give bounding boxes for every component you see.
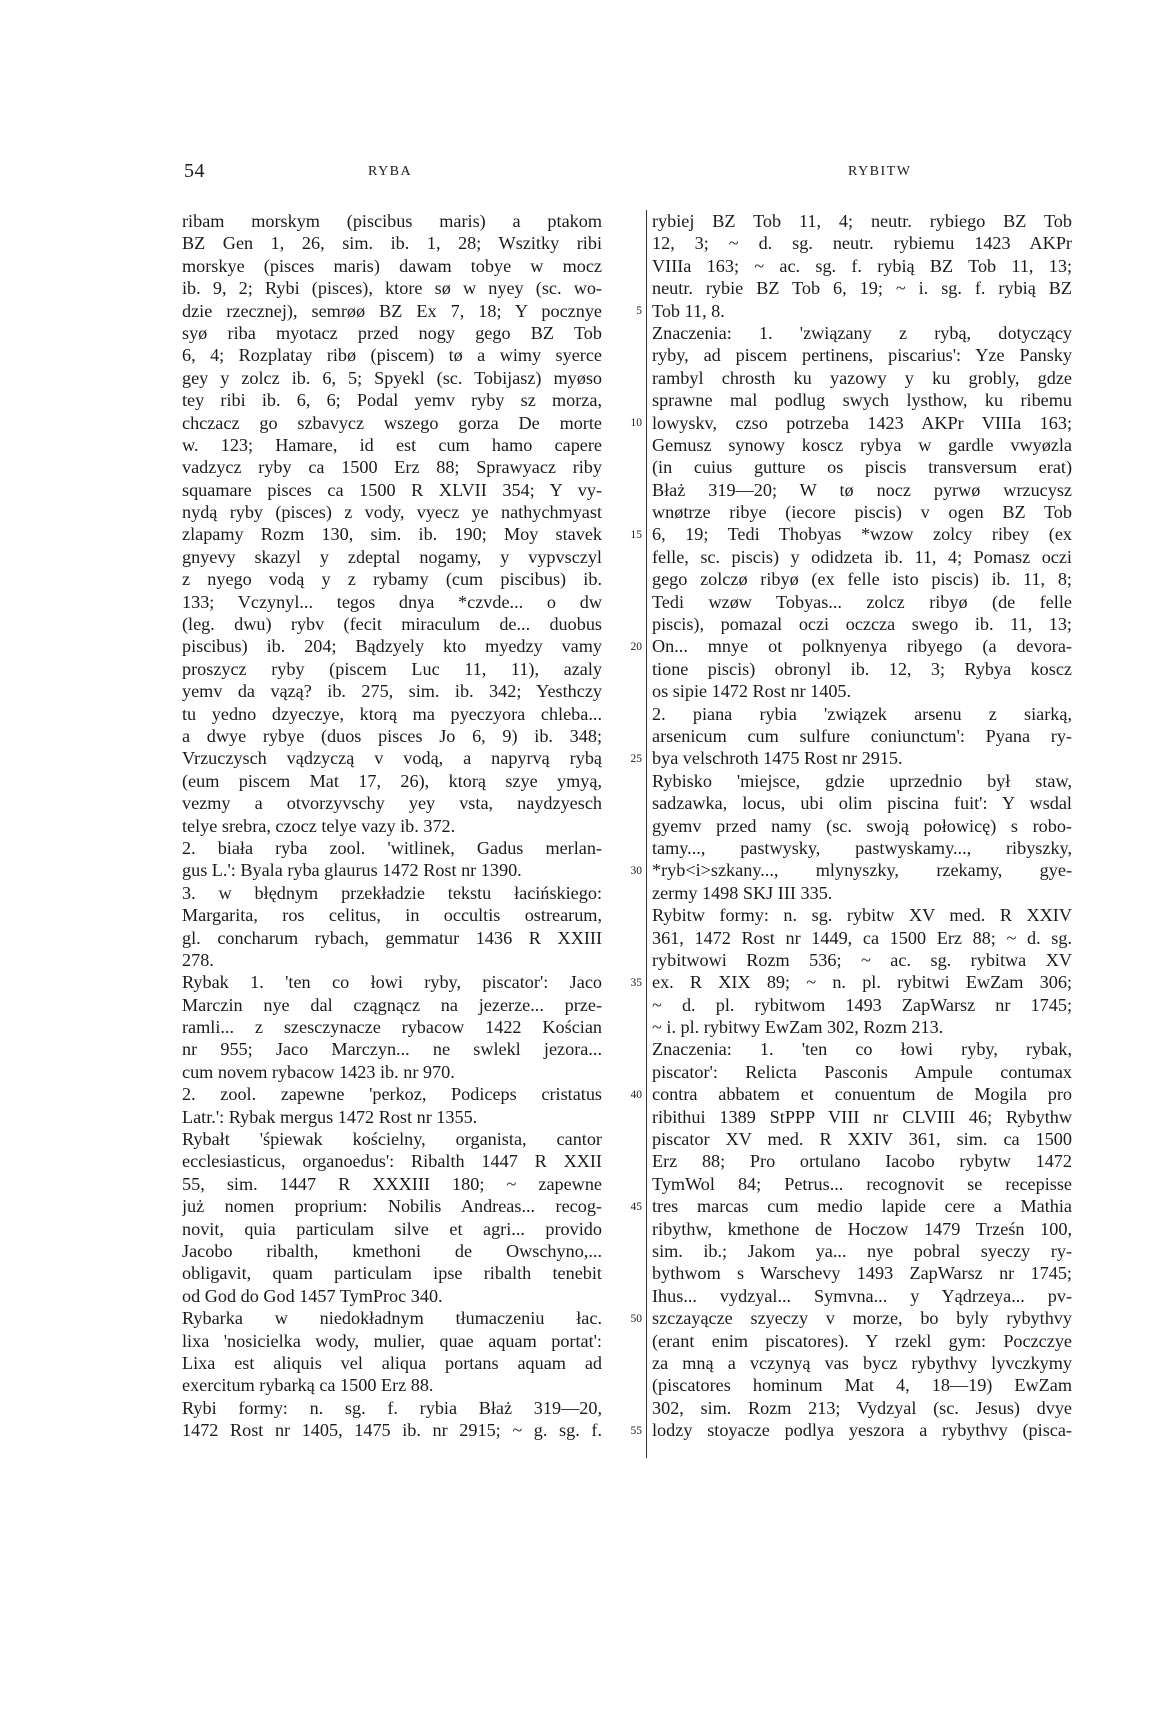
text-line: 133; Vczynyl... tegos dnya *czvde... o dw (182, 591, 602, 612)
text-line: 278. (182, 949, 214, 970)
line-number: 30 (630, 864, 642, 877)
line-number: 55 (630, 1424, 642, 1437)
text-line: yemv da vązą? ib. 275, sim. ib. 342; Yesthczy (182, 681, 602, 702)
text-line: rybiej BZ Tob 11, 4; neutr. rybiego BZ Tob (652, 211, 1072, 231)
line-number: 25 (630, 752, 642, 765)
line-number: 50 (630, 1312, 642, 1325)
text-line: os sipie 1472 Rost nr 1405. (652, 681, 852, 702)
text-line: contra abbatem et conuentum de Mogila pro (652, 1084, 1072, 1105)
text-line: cum novem rybacow 1423 ib. nr 970. (182, 1061, 455, 1082)
text-line: arsenicum cum sulfure coniunctum': Pyana ry- (652, 725, 1072, 746)
text-line: *ryb<i>szkany..., mlynyszky, rzekamy, gye- (652, 860, 1072, 881)
text-line: TymWol 84; Petrus... recognovit se recepisse (652, 1173, 1072, 1194)
line-number: 45 (630, 1200, 642, 1213)
text-line: tamy..., pastwysky, pastwyskamy..., ribyszky, (652, 837, 1072, 858)
text-line: nydą ryby (pisces) z vody, vyecz ye nathychmyast (182, 502, 602, 523)
text-line: 302, sim. Rozm 213; Vydzyal (sc. Jesus) dvye (652, 1397, 1072, 1418)
text-line: Vrzuczysch vądzyczą v vodą, a napyrvą rybą (182, 748, 602, 769)
text-line: już nomen proprium: Nobilis Andreas... recog- (182, 1196, 602, 1217)
text-line: 2. biała ryba zool. 'witlinek, Gadus merlan- (182, 837, 602, 858)
text-line: squamare pisces ca 1500 R XLVII 354; Y vy- (182, 479, 602, 500)
text-line: felle, sc. piscis) y odidzeta ib. 11, 4; Pomasz oczi (652, 546, 1072, 567)
text-line: lowyskv, czso potrzeba 1423 AKPr VIIIa 163; (652, 412, 1072, 433)
text-line: 6, 4; Rozplatay ribø (piscem) tø a wimy syerce (182, 345, 602, 366)
text-line: Jacobo ribalth, kmethoni de Owschyno,... (182, 1240, 602, 1261)
text-line: ribythw, kmethone de Hoczow 1479 Trześn 100, (652, 1218, 1072, 1239)
text-line: zlapamy Rozm 130, sim. ib. 190; Moy stavek (182, 524, 602, 545)
text-line: a dwye rybye (duos pisces Jo 6, 9) ib. 348; (182, 725, 602, 746)
text-line: w. 123; Hamare, id est cum hamo capere (182, 434, 602, 455)
text-line: 6, 19; Tedi Thobyas *wzow zolcy ribey (ex (652, 524, 1072, 545)
text-line: Rybisko 'miejsce, gdzie uprzednio był staw, (652, 770, 1072, 791)
running-head-left: RYBA (368, 164, 413, 179)
text-line: (eum piscem Mat 17, 26), ktorą szye ymyą, (182, 770, 602, 791)
text-line: sadzawka, locus, ubi olim piscina fuit': Y wsdal (652, 793, 1072, 814)
text-line: za mną a vczynyą vas bycz rybythvy lyvczkymy (652, 1352, 1072, 1373)
text-line: piscator': Relicta Pasconis Ampule contumax (652, 1061, 1072, 1082)
text-line: proszycz ryby (piscem Luc 11, 11), azaly (182, 658, 602, 679)
text-line: novit, quia particulam silve et agri... provido (182, 1218, 602, 1239)
text-line: Rybi formy: n. sg. f. rybia Błaż 319—20, (182, 1397, 602, 1418)
text-line: 12, 3; ~ d. sg. neutr. rybiemu 1423 AKPr (652, 233, 1072, 254)
text-line: nr 955; Jaco Marczyn... ne swlekl jezora... (182, 1039, 602, 1060)
text-line: tu yedno dzyeczye, ktorą ma pyeczyora chleba... (182, 703, 602, 724)
text-line: rambyl chrosth ku yazowy y ku grobly, gdze (652, 367, 1072, 388)
text-line: neutr. rybie BZ Tob 6, 19; ~ i. sg. f. rybią BZ (652, 278, 1072, 299)
text-line: rybitwowi Rozm 536; ~ ac. sg. rybitwa XV (652, 949, 1072, 970)
text-line: On... mnye ot polknyenya ribyego (a devora- (652, 636, 1072, 657)
text-line: tres marcas cum medio lapide cere a Mathia (652, 1196, 1072, 1217)
text-line: 2. zool. zapewne 'perkoz, Podiceps cristatus (182, 1084, 602, 1105)
text-line: Rybak 1. 'ten co łowi ryby, piscator': Jaco (182, 972, 602, 993)
text-line: vezmy a otvorzyvschy yey vsta, naydzyesch (182, 793, 602, 814)
running-head-right: RYBITW (848, 164, 912, 179)
text-line: Erz 88; Pro ortulano Iacobo rybytw 1472 (652, 1151, 1072, 1172)
text-line: vadzycz ryby ca 1500 Erz 88; Sprawyacz riby (182, 457, 602, 478)
text-line: bythwom s Warschevy 1493 ZapWarsz nr 1745; (652, 1263, 1072, 1284)
text-line: zermy 1498 SKJ III 335. (652, 882, 833, 903)
text-line: sim. ib.; Jakom ya... nye pobral syeczy ry- (652, 1240, 1072, 1261)
text-line: Rybarka w niedokładnym tłumaczeniu łac. (182, 1308, 602, 1329)
text-line: ryby, ad piscem pertinens, piscarius': Yze Pansky (652, 345, 1072, 366)
text-line: morskye (pisces maris) dawam tobye w mocz (182, 255, 602, 276)
text-line: gnyevy skazyl y zdeptal nogamy, y vypvsczyl (182, 546, 602, 567)
text-line: Margarita, ros celitus, in occultis ostrearum, (182, 905, 602, 926)
column-divider (646, 210, 647, 1458)
text-line: gey y zolcz ib. 6, 5; Spyekl (sc. Tobijasz) myøso (182, 367, 602, 388)
text-line: ecclesiasticus, organoedus': Ribalth 1447 R XXII (182, 1151, 602, 1172)
text-line: syø riba myotacz przed nogy gego BZ Tob (182, 322, 602, 343)
right-column (652, 210, 1072, 1441)
page-number: 54 (184, 160, 205, 182)
text-line: Latr.': Rybak mergus 1472 Rost nr 1355. (182, 1106, 478, 1127)
text-line: tione piscis) obronyl ib. 12, 3; Rybya koscz (652, 658, 1072, 679)
text-line: Znaczenia: 1. 'ten co łowi ryby, rybak, (652, 1039, 1072, 1060)
text-line: sprawne mal podlug swych lysthow, ku ribemu (652, 390, 1072, 411)
text-line: Lixa est aliquis vel aliqua portans aquam ad (182, 1352, 602, 1373)
text-line: gus L.': Byala ryba glaurus 1472 Rost nr 1390. (182, 860, 522, 881)
text-line: Tob 11, 8. (652, 300, 725, 321)
text-line: (piscatores hominum Mat 4, 18—19) EwZam (652, 1375, 1072, 1396)
text-line: VIIIa 163; ~ ac. sg. f. rybią BZ Tob 11, 13; (652, 255, 1072, 276)
text-line: ~ d. pl. rybitwom 1493 ZapWarsz nr 1745; (652, 994, 1072, 1015)
text-line: Gemusz synowy koscz rybya w gardle vwyøzla (652, 434, 1072, 455)
text-line: gego zolczø ribyø (ex felle isto piscis) ib. 11, 8; (652, 569, 1072, 590)
text-line: gyemv przed namy (sc. swoją połowicę) s robo- (652, 815, 1072, 836)
text-line: Ihus... vydzyal... Symvna... y Yądrzeya... pv- (652, 1285, 1072, 1306)
line-number: 10 (630, 416, 642, 429)
text-line: piscibus) ib. 204; Bądzyely kto myedzy vamy (182, 636, 602, 657)
text-line: Marczin nye dal czągnącz na jezerze... prze- (182, 994, 602, 1015)
text-line: lixa 'nosicielka wody, mulier, quae aquam portat': (182, 1330, 602, 1351)
line-number: 35 (630, 976, 642, 989)
text-line: BZ Gen 1, 26, sim. ib. 1, 28; Wszitky ribi (182, 233, 602, 254)
text-line: z nyego vodą y z rybamy (cum piscibus) ib. (182, 569, 602, 590)
text-line: szczayącze szyeczy v morze, bo byly rybythvy (652, 1308, 1072, 1329)
text-line: exercitum rybarką ca 1500 Erz 88. (182, 1375, 434, 1396)
text-line: Tedi wzøw Tobyas... zolcz ribyø (de felle (652, 591, 1072, 612)
text-line: ~ i. pl. rybitwy EwZam 302, Rozm 213. (652, 1017, 944, 1038)
text-line: chczacz go szbavycz wszego gorza De morte (182, 412, 602, 433)
text-line: 3. w błędnym przekładzie tekstu łacińskiego: (182, 882, 602, 903)
text-line: 55, sim. 1447 R XXXIII 180; ~ zapewne (182, 1173, 602, 1194)
text-line: (in cuius gutture os piscis transversum erat) (652, 457, 1072, 478)
text-line: piscis), pomazal oczi oczcza swego ib. 11, 13; (652, 614, 1072, 635)
text-line: obligavit, quam particulam ipse ribalth tenebit (182, 1263, 602, 1284)
text-line: bya velschroth 1475 Rost nr 2915. (652, 748, 903, 769)
text-line: 2. piana rybia 'związek arsenu z siarką, (652, 703, 1072, 724)
text-line: telye srebra, czocz telye vazy ib. 372. (182, 815, 456, 836)
line-number: 20 (630, 640, 642, 653)
text-line: wnøtrze ribye (iecore piscis) v ogen BZ Tob (652, 502, 1072, 523)
text-line: gl. concharum rybach, gemmatur 1436 R XXIII (182, 927, 602, 948)
text-line: Rybałt 'śpiewak kościelny, organista, cantor (182, 1129, 602, 1150)
text-line: Błaż 319—20; W tø nocz pyrwø wrzucysz (652, 479, 1072, 500)
left-column (182, 210, 602, 1441)
text-line: ribam morskym (piscibus maris) a ptakom (182, 211, 602, 231)
text-line: od God do God 1457 TymProc 340. (182, 1285, 443, 1306)
text-line: tey ribi ib. 6, 6; Podal yemv ryby sz morza, (182, 390, 602, 411)
text-line: dzie rzecznej), semrøø BZ Ex 7, 18; Y pocznye (182, 300, 602, 321)
text-line: ib. 9, 2; Rybi (pisces), ktore sø w nyey (sc. wo- (182, 278, 602, 299)
text-line: (leg. dwu) rybv (fecit miraculum de... duobus (182, 614, 602, 635)
text-line: ex. R XIX 89; ~ n. pl. rybitwi EwZam 306; (652, 972, 1072, 993)
text-line: Znaczenia: 1. 'związany z rybą, dotyczący (652, 322, 1072, 343)
text-line: 1472 Rost nr 1405, 1475 ib. nr 2915; ~ g. sg. f. (182, 1420, 602, 1441)
text-line: (erant enim piscatores). Y rzekl gym: Poczczye (652, 1330, 1072, 1351)
line-number: 40 (630, 1088, 642, 1101)
text-line: piscator XV med. R XXIV 361, sim. ca 1500 (652, 1129, 1072, 1150)
text-line: 361, 1472 Rost nr 1449, ca 1500 Erz 88; ~ d. sg. (652, 927, 1072, 948)
text-line: ribithui 1389 StPPP VIII nr CLVIII 46; Rybythw (652, 1106, 1072, 1127)
text-line: ramli... z szesczynacze rybacow 1422 Kościan (182, 1017, 602, 1038)
line-number: 5 (636, 304, 642, 317)
text-line: Rybitw formy: n. sg. rybitw XV med. R XXIV (652, 905, 1072, 926)
line-number: 15 (630, 528, 642, 541)
text-line: lodzy stoyacze podlya yeszora a rybythvy (pisca- (652, 1420, 1072, 1441)
